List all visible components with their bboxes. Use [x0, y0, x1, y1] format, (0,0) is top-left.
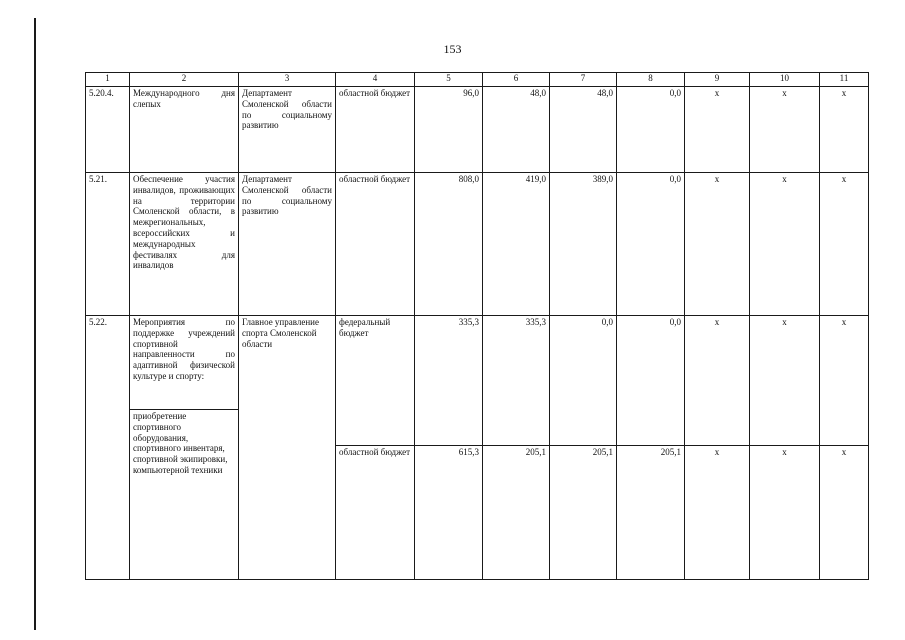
funding-source: областной бюджет [336, 87, 415, 173]
column-number: 5 [415, 73, 483, 87]
value-col-6: 48,0 [483, 87, 550, 173]
value-col-7: 0,0 [550, 316, 617, 446]
value-col-8: 0,0 [617, 87, 685, 173]
item-subname: приобретение спортивного оборудования, спортивного инвентаря, спортивной экипировки, компьютерной техники [130, 410, 239, 580]
value-col-5: 615,3 [415, 446, 483, 580]
executor: Главное управление спорта Смоленской области [239, 316, 336, 580]
value-col-6: 419,0 [483, 173, 550, 316]
value-col-8: 205,1 [617, 446, 685, 580]
column-number: 2 [130, 73, 239, 87]
value-col-10: x [750, 316, 820, 446]
column-number-header [86, 73, 869, 87]
column-number: 1 [86, 73, 130, 87]
value-col-7: 205,1 [550, 446, 617, 580]
executor: Департамент Смоленской области по социальному развитию [239, 173, 336, 316]
item-name: Мероприятия по поддержке учреждений спортивной направленности по адаптивной физической культуре и спорту: [130, 316, 239, 410]
executor: Департамент Смоленской области по социальному развитию [239, 87, 336, 173]
column-number: 7 [550, 73, 617, 87]
funding-source: областной бюджет [336, 173, 415, 316]
value-col-6: 335,3 [483, 316, 550, 446]
margin-rule [34, 18, 36, 630]
item-code: 5.20.4. [86, 87, 130, 173]
item-name: Обеспечение участия инвалидов, проживающих на территории Смоленской области, в межрегиональных, всероссийских и международных фестивалях для инвалидов [130, 173, 239, 316]
funding-source: областной бюджет [336, 446, 415, 580]
value-col-10: x [750, 446, 820, 580]
value-col-11: x [820, 173, 869, 316]
column-number: 4 [336, 73, 415, 87]
value-col-5: 96,0 [415, 87, 483, 173]
funding-source: федеральный бюджет [336, 316, 415, 446]
item-code: 5.21. [86, 173, 130, 316]
program-table [85, 72, 869, 580]
value-col-9: x [685, 446, 750, 580]
value-col-11: x [820, 87, 869, 173]
value-col-10: x [750, 173, 820, 316]
value-col-9: x [685, 173, 750, 316]
item-code: 5.22. [86, 316, 130, 580]
value-col-9: x [685, 316, 750, 446]
value-col-6: 205,1 [483, 446, 550, 580]
item-name: Международного дня слепых [130, 87, 239, 173]
column-number: 11 [820, 73, 869, 87]
value-col-10: x [750, 87, 820, 173]
column-number: 6 [483, 73, 550, 87]
column-number: 8 [617, 73, 685, 87]
value-col-8: 0,0 [617, 173, 685, 316]
column-number: 9 [685, 73, 750, 87]
value-col-11: x [820, 446, 869, 580]
value-col-11: x [820, 316, 869, 446]
value-col-7: 48,0 [550, 87, 617, 173]
value-col-9: x [685, 87, 750, 173]
value-col-8: 0,0 [617, 316, 685, 446]
column-number: 3 [239, 73, 336, 87]
value-col-7: 389,0 [550, 173, 617, 316]
table-row [86, 87, 869, 173]
table-row [86, 173, 869, 316]
column-number: 10 [750, 73, 820, 87]
table-row [86, 316, 869, 410]
value-col-5: 808,0 [415, 173, 483, 316]
value-col-5: 335,3 [415, 316, 483, 446]
page-number: 153 [443, 42, 462, 56]
